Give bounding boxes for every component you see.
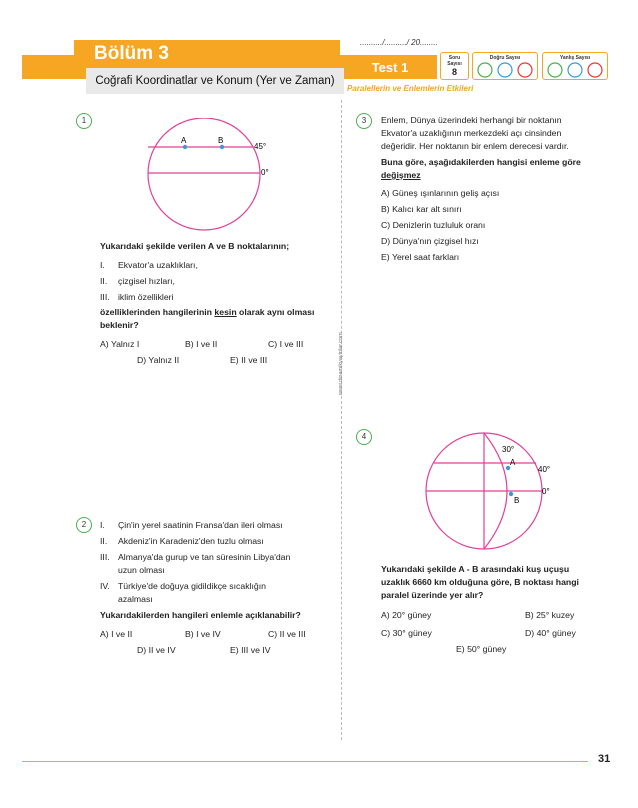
q3-text-3: değeridir. Her noktanın bir enlem derecesi vardır. [381, 141, 569, 151]
q4-label-0: 0° [542, 487, 550, 496]
q4-option-c[interactable]: C) 30° güney [381, 628, 432, 638]
q1-label-0: 0° [261, 168, 269, 177]
q2-item-4-cont: azalması [118, 594, 153, 604]
q1-globe-diagram [140, 118, 280, 236]
q3-option-b[interactable]: B) Kalıcı kar alt sınırı [381, 204, 462, 214]
correct-circles-icon [473, 62, 537, 78]
page-number: 31 [598, 753, 611, 765]
q3-option-e[interactable]: E) Yerel saat farkları [381, 252, 460, 262]
q2-item-3-cont: uzun olması [118, 565, 165, 575]
q1-option-d[interactable]: D) Yalnız II [137, 355, 180, 365]
q2-option-e[interactable]: E) III ve IV [230, 645, 271, 655]
q3-option-d[interactable]: D) Dünya'nın çizgisel hızı [381, 236, 479, 246]
footer-line [22, 761, 588, 762]
test-label: Test 1 [371, 60, 409, 75]
q1-item-1: I. Ekvator'a uzaklıkları, [100, 260, 198, 270]
date-field: ........../........../ 20........ [360, 38, 438, 47]
q4-stem-1: Yukarıdaki şekilde A - B arasındaki kuş uçuşu [381, 564, 570, 574]
question-number-1: 1 [76, 113, 92, 129]
column-divider [341, 100, 342, 740]
q3-text-2: Ekvator'a uzaklığının merkezdeki açı cinsinden [381, 128, 562, 138]
chapter-title: Bölüm 3 [74, 40, 340, 68]
q4-option-d[interactable]: D) 40° güney [525, 628, 576, 638]
question-number-4: 4 [356, 429, 372, 445]
q2-option-a[interactable]: A) I ve II [100, 629, 133, 639]
q4-label-40: 40° [538, 465, 551, 474]
q4-label-30: 30° [502, 445, 515, 454]
question-count-box: Soru Sayısı 8 [440, 52, 469, 80]
q3-question-1: Buna göre, aşağıdakilerden hangisi enleme göre [381, 157, 581, 167]
q2-item-3: III. Almanya'da gurup ve tan süresinin Libya'dan [100, 552, 291, 562]
wrong-count-box: Yanlış Sayısı [542, 52, 608, 80]
q1-option-c[interactable]: C) I ve III [268, 339, 304, 349]
question-number-3: 3 [356, 113, 372, 129]
q1-option-a[interactable]: A) Yalnız I [100, 339, 140, 349]
q1-label-a: A [181, 136, 187, 145]
q1-stem: Yukarıdaki şekilde verilen A ve B noktalarının; [100, 241, 290, 251]
q4-stem-3: paralel üzerinde yer alır? [381, 590, 484, 600]
q4-point-b [509, 492, 513, 496]
q2-option-d[interactable]: D) II ve IV [137, 645, 176, 655]
question-number-2: 2 [76, 517, 92, 533]
q2-option-c[interactable]: C) II ve III [268, 629, 306, 639]
q2-item-2: II. Akdeniz'in Karadeniz'den tuzlu olması [100, 536, 264, 546]
q1-question: özelliklerinden hangilerinin kesin olarak aynı olması beklenir? [100, 307, 315, 330]
q3-question-2: değişmez [381, 170, 421, 180]
q4-label-a: A [510, 458, 516, 467]
q1-globe-circle [148, 118, 260, 230]
q3-text-1: Enlem, Dünya üzerindeki herhangi bir noktanın [381, 115, 562, 125]
q3-option-a[interactable]: A) Güneş ışınlarının geliş açısı [381, 188, 500, 198]
q4-option-a[interactable]: A) 20° güney [381, 610, 432, 620]
q4-stem-2: uzaklık 6660 km olduğuna göre, B noktası hangi [381, 577, 579, 587]
q1-label-b: B [218, 136, 224, 145]
q4-globe-diagram [420, 430, 560, 554]
wrong-circles-icon [543, 62, 607, 78]
q2-item-1: I. Çin'in yerel saatinin Fransa'dan ileri olması [100, 520, 283, 530]
q1-option-e[interactable]: E) II ve III [230, 355, 268, 365]
q4-option-e[interactable]: E) 50° güney [456, 644, 507, 654]
q3-option-c[interactable]: C) Denizlerin tuzluluk oranı [381, 220, 486, 230]
section-subtitle: Coğrafi Koordinatlar ve Konum (Yer ve Zaman) [86, 68, 344, 94]
q2-item-4: IV. Türkiye'de doğuya gidildikçe sıcaklığın [100, 581, 266, 591]
q2-question: Yukarıdakilerden hangileri enlemle açıklanabilir? [100, 610, 301, 620]
question-count: 8 [451, 67, 457, 77]
q1-option-b[interactable]: B) I ve II [185, 339, 218, 349]
q1-label-45: 45° [254, 142, 267, 151]
topic-title: Paralellerin ve Enlemlerin Etkileri [347, 84, 474, 93]
q1-point-a [183, 145, 187, 149]
q1-item-3: III. iklim özellikleri [100, 292, 174, 302]
q1-point-b [220, 145, 224, 149]
q2-option-b[interactable]: B) I ve IV [185, 629, 221, 639]
correct-count-box: Doğru Sayısı [472, 52, 538, 80]
q4-option-b[interactable]: B) 25° kuzey [525, 610, 575, 620]
q4-label-b: B [514, 496, 520, 505]
watermark: www.dinamikyayinlar.com [338, 332, 344, 395]
q1-item-2: II. çizgisel hızları, [100, 276, 175, 286]
